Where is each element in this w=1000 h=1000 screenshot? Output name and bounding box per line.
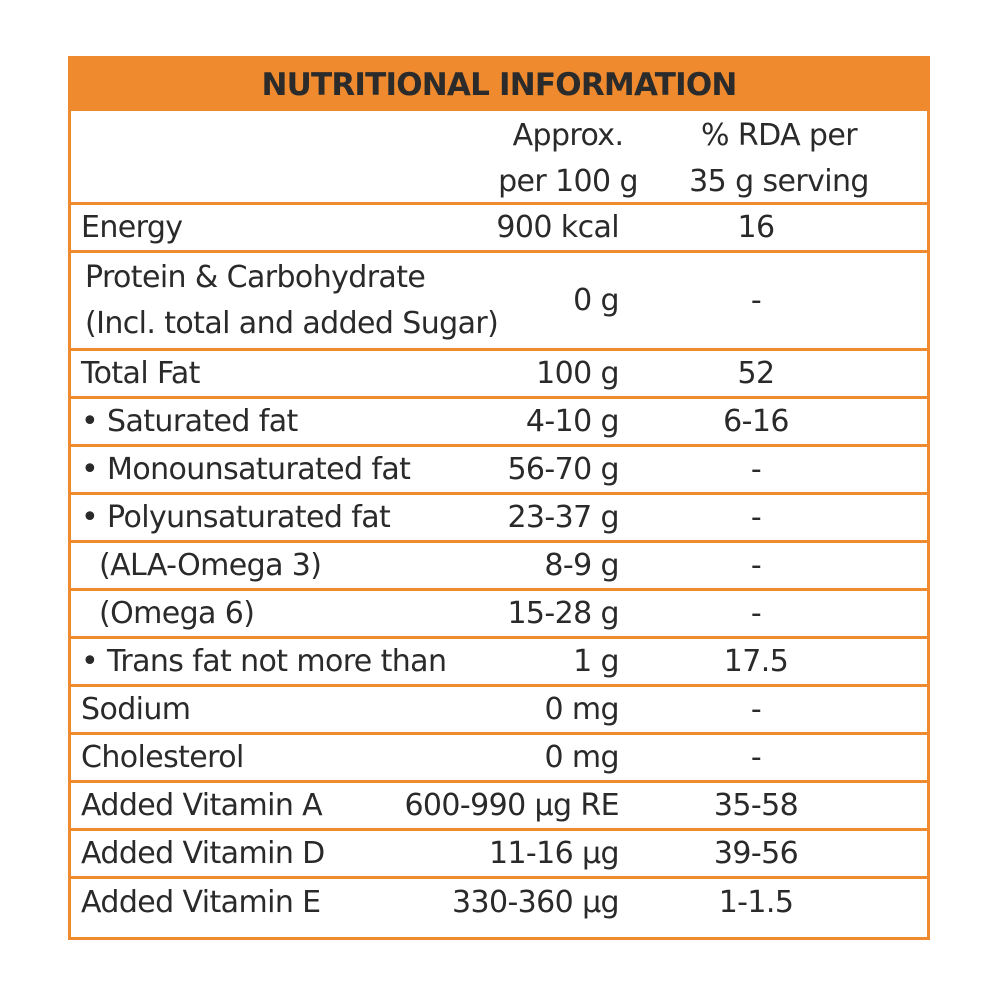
row-label: Added Vitamin A (81, 788, 323, 823)
row-polyunsaturated-fat (71, 495, 927, 543)
row-vitamin-a (71, 783, 927, 831)
row-value: 0 mg (544, 740, 619, 775)
row-vitamin-d (71, 831, 927, 879)
row-label: • Trans fat not more than (81, 644, 447, 679)
row-value: 11-16 µg (488, 836, 619, 871)
row-rda: - (750, 548, 762, 583)
row-rda: - (750, 500, 762, 535)
row-value: 4-10 g (525, 404, 619, 439)
column-header-rda: % RDA per 35 g serving (689, 118, 869, 199)
row-value: 600-990 µg RE (404, 788, 619, 823)
row-rda: - (750, 740, 762, 775)
row-rda: 52 (737, 356, 775, 391)
nutrition-table (68, 56, 930, 940)
row-sodium (71, 687, 927, 735)
table-title: NUTRITIONAL INFORMATION (261, 67, 737, 103)
row-value: 0 g (573, 283, 619, 318)
row-label: Cholesterol (81, 740, 244, 775)
row-rda: - (750, 452, 762, 487)
row-energy (71, 205, 927, 253)
row-label: Energy (81, 210, 183, 245)
row-rda: - (750, 692, 762, 727)
row-protein-carbohydrate (71, 253, 927, 351)
row-value: 900 kcal (496, 210, 619, 245)
row-label: Total Fat (81, 356, 200, 391)
row-vitamin-e (71, 879, 927, 925)
row-rda: 39-56 (713, 836, 799, 871)
row-value: 56-70 g (507, 452, 619, 487)
row-label: Protein & Carbohydrate (Incl. total and added Sugar) (85, 259, 499, 341)
row-rda: - (750, 283, 762, 318)
row-cholesterol (71, 735, 927, 783)
row-trans-fat (71, 639, 927, 687)
row-value: 1 g (573, 644, 619, 679)
row-ala-omega-3 (71, 543, 927, 591)
row-rda: 17.5 (723, 644, 789, 679)
row-value: 0 mg (544, 692, 619, 727)
row-monounsaturated-fat (71, 447, 927, 495)
row-saturated-fat (71, 399, 927, 447)
row-rda: 1-1.5 (718, 884, 794, 920)
row-label: Sodium (81, 692, 191, 727)
row-rda: 16 (737, 210, 775, 245)
row-label: Added Vitamin E (81, 884, 321, 920)
row-value: 8-9 g (544, 548, 619, 583)
row-label: (Omega 6) (99, 596, 255, 631)
row-rda: - (750, 596, 762, 631)
row-label: • Saturated fat (81, 404, 298, 439)
row-label: • Polyunsaturated fat (81, 500, 391, 535)
row-label: Added Vitamin D (81, 836, 325, 871)
row-value: 100 g (536, 356, 619, 391)
column-header-row (71, 111, 927, 205)
row-value: 15-28 g (507, 596, 619, 631)
row-total-fat (71, 351, 927, 399)
row-label: • Monounsaturated fat (81, 452, 411, 487)
row-value: 23-37 g (507, 500, 619, 535)
row-value: 330-360 µg (451, 884, 619, 920)
title-bar (71, 59, 927, 111)
row-omega-6 (71, 591, 927, 639)
row-label: (ALA-Omega 3) (99, 548, 322, 583)
row-rda: 6-16 (723, 404, 789, 439)
row-rda: 35-58 (713, 788, 799, 823)
column-header-per-100g: Approx. per 100 g (498, 118, 638, 199)
